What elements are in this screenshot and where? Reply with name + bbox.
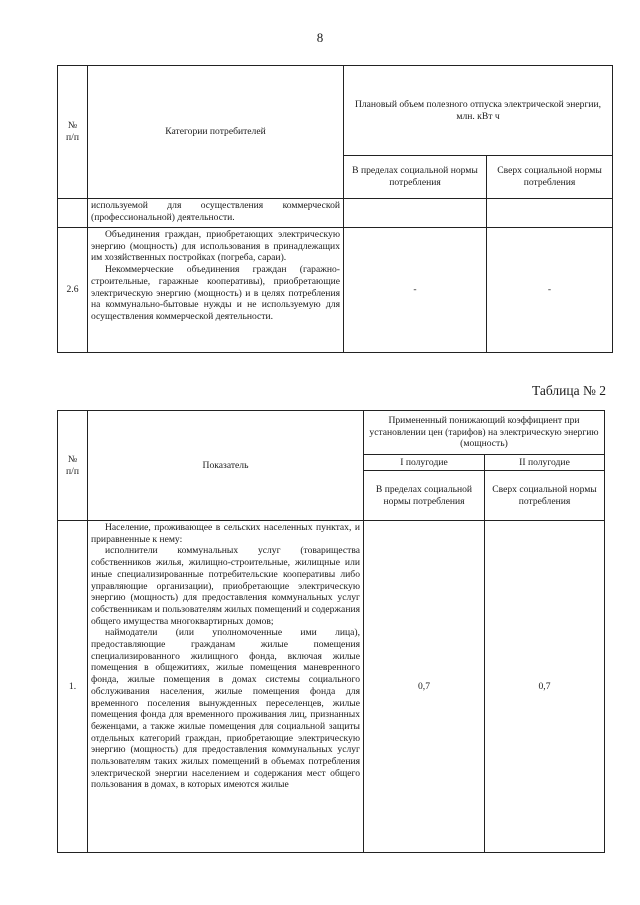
- t2-header-above: Сверх социальной нормы потребления: [485, 471, 605, 521]
- t2-header-indicator: Показатель: [88, 411, 364, 521]
- t2-row-text: [88, 521, 364, 853]
- t1-header-category: Категории потребителей: [88, 66, 344, 199]
- t2-header-half2: II полугодие: [485, 455, 605, 471]
- coefficient-table: [57, 410, 605, 853]
- t1-cont-above: [487, 199, 613, 228]
- t1-row-num: 2.6: [58, 228, 88, 353]
- t1-row-above: -: [487, 228, 613, 353]
- t1-header-above: Сверх социальной нормы потребления: [487, 156, 613, 199]
- page-number: 8: [316, 30, 324, 45]
- t1-header-num: № п/п: [58, 66, 88, 199]
- t2-header-half1: I полугодие: [364, 455, 485, 471]
- t1-cont-within: [344, 199, 487, 228]
- t2-header-coef: Примененный понижающий коэффициент при установлении цен (тарифов) на электрическую энергию (мощность): [364, 411, 605, 455]
- t1-row-within: -: [344, 228, 487, 353]
- t2-row-text-p1: Население, проживающее в сельских населенных пунктах, и приравненные к нему:: [91, 522, 360, 545]
- t2-row-text-p2: исполнители коммунальных услуг (товарищества собственников жилья, жилищно-строительные, жилищные или иные специализированные потребительские кооперативы либо управляющие организации), приобретающие электрическую энергию (мощность) для предоставления коммунальных услуг собственникам и пользователям жилых помещений и содержания общего имущества многоквартирных домов;: [91, 545, 360, 627]
- consumer-volume-table: [57, 65, 613, 353]
- t1-row-text-p1: Объединения граждан, приобретающих электрическую энергию (мощность) для использования в принадлежащих им хозяйственных постройках (погреба, сараи).: [91, 229, 340, 264]
- t2-row-text-p3: наймодатели (или уполномоченные ими лица), предоставляющие гражданам жилые помещения специализированного жилищного фонда, включая жилые помещения в общежитиях, жилые помещения маневренного фонда, жилые помещения в домах системы социального обслуживания населения, жилые помещения фонда для временного поселения вынужденных переселенцев, жилые помещения фонда для временного проживания лиц, признанных беженцами, а также жилые помещения для социальной защиты отдельных категорий граждан, приобретающие электрическую энергию (мощность) для предоставления коммунальных услуг пользователям таких жилых помещений в объемах потребления электрической энергии населением и содержания мест общего пользования в домах, в которых имеются жилые: [91, 627, 360, 791]
- t2-header-within: В пределах социальной нормы потребления: [364, 471, 485, 521]
- t2-row-val1: 0,7: [364, 521, 485, 853]
- t1-row-text: [88, 228, 344, 353]
- t1-header-within: В пределах социальной нормы потребления: [344, 156, 487, 199]
- t1-header-volume: Плановый объем полезного отпуска электрической энергии, млн. кВт ч: [344, 66, 613, 156]
- t1-row-text-p2: Некоммерческие объединения граждан (гаражно-строительные, гаражные кооперативы), приобретающие электрическую энергию (мощность) и в целях потребления на коммунально-бытовые нужды и не используемую для осуществления коммерческой деятельности.: [91, 264, 340, 322]
- t1-cont-num: [58, 199, 88, 228]
- t1-cont-text: используемой для осуществления коммерческой (профессиональной) деятельности.: [88, 199, 344, 228]
- t2-row-val2: 0,7: [485, 521, 605, 853]
- t2-header-num: № п/п: [58, 411, 88, 521]
- t2-row-num: 1.: [58, 521, 88, 853]
- table-caption: Таблица № 2: [532, 383, 606, 398]
